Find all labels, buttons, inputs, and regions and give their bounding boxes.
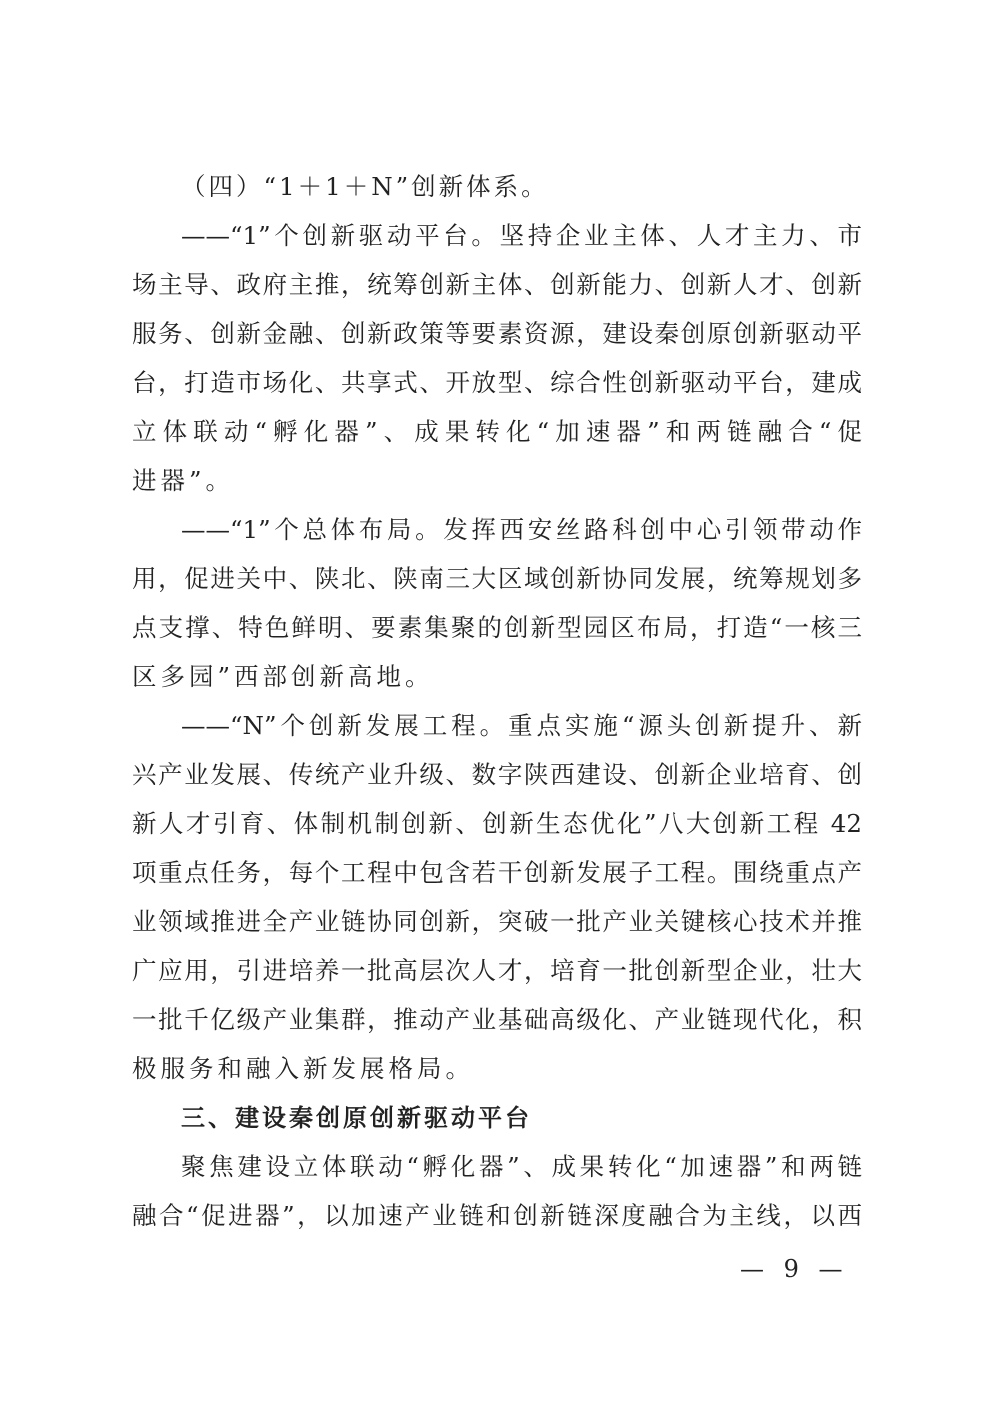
- paragraph-line: 用，促进关中、陕北、陕南三大区域创新协同发展，统筹规划多: [132, 564, 862, 593]
- paragraph-line: 项重点任务，每个工程中包含若干创新发展子工程。围绕重点产: [132, 858, 862, 887]
- paragraph-line: 区多园”西部创新高地。: [132, 662, 434, 691]
- paragraph-line: 融合“促进器”，以加速产业链和创新链深度融合为主线，以西: [132, 1201, 862, 1230]
- paragraph-line: 服务、创新金融、创新政策等要素资源，建设秦创原创新驱动平: [132, 319, 862, 348]
- paragraph-line: 业领域推进全产业链协同创新，突破一批产业关键核心技术并推: [132, 907, 862, 936]
- paragraph-line: ——“1”个创新驱动平台。坚持企业主体、人才主力、市: [181, 221, 862, 250]
- paragraph-line: 极服务和融入新发展格局。: [132, 1054, 474, 1083]
- paragraph-line: 立体联动“孵化器”、成果转化“加速器”和两链融合“促: [132, 417, 862, 446]
- paragraph-line: ——“1”个总体布局。发挥西安丝路科创中心引领带动作: [181, 515, 862, 544]
- paragraph-line: 广应用，引进培养一批高层次人才，培育一批创新型企业，壮大: [132, 956, 862, 985]
- page-number: — 9 —: [740, 1255, 849, 1283]
- paragraph-line: 台，打造市场化、共享式、开放型、综合性创新驱动平台，建成: [132, 368, 862, 397]
- paragraph-line: ——“N”个创新发展工程。重点实施“源头创新提升、新: [181, 711, 862, 740]
- paragraph-line: 聚焦建设立体联动“孵化器”、成果转化“加速器”和两链: [181, 1152, 862, 1181]
- paragraph-line: 新人才引育、体制机制创新、创新生态优化”八大创新工程 42: [132, 809, 862, 838]
- paragraph-line: 兴产业发展、传统产业升级、数字陕西建设、创新企业培育、创: [132, 760, 862, 789]
- paragraph-line: 场主导、政府主推，统筹创新主体、创新能力、创新人才、创新: [132, 270, 862, 299]
- paragraph-line: 点支撑、特色鲜明、要素集聚的创新型园区布局，打造“一核三: [132, 613, 862, 642]
- paragraph-line: 一批千亿级产业集群，推动产业基础高级化、产业链现代化，积: [132, 1005, 862, 1034]
- section-four-title: （四）“1＋1＋N”创新体系。: [181, 172, 549, 201]
- paragraph-line: 进器”。: [132, 466, 235, 495]
- section-three-heading: 三、建设秦创原创新驱动平台: [181, 1104, 532, 1132]
